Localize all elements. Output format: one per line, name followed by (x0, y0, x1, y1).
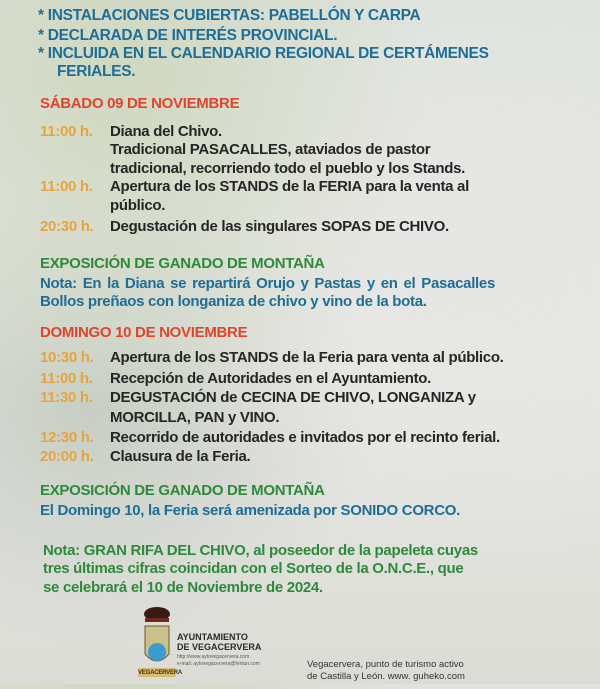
event-time: 20:00 h. (40, 448, 94, 465)
event-text: tradicional, recorriendo todo el pueblo y los Stands. (110, 160, 465, 177)
event-time: 12:30 h. (40, 429, 94, 446)
event-text: Recepción de Autoridades en el Ayuntamiento. (110, 370, 432, 387)
feature-item: FERIALES. (57, 63, 136, 80)
raffle-note: se celebrará el 10 de Noviembre de 2024. (43, 579, 323, 596)
event-text: Apertura de los STANDS de la FERIA para la venta al (110, 178, 469, 195)
event-text: Clausura de la Feria. (110, 448, 251, 465)
event-time: 11:00 h. (40, 178, 93, 195)
event-text: DEGUSTACIÓN de CECINA DE CHIVO, LONGANIZA y (110, 389, 476, 406)
email-link[interactable]: e-mail: aytovegacervera@fenlun.com (177, 661, 260, 667)
website-link[interactable]: http://www.aytovegacervera.com (177, 654, 250, 660)
music-note: El Domingo 10, la Feria será amenizada por SONIDO CORCO. (40, 502, 460, 519)
saturday-heading: SÁBADO 09 DE NOVIEMBRE (40, 95, 240, 112)
event-text: público. (110, 197, 166, 214)
saturday-note: Nota: En la Diana se repartirá Orujo y Pastas y en el Pasacalles (40, 275, 496, 292)
event-text: Degustación de las singulares SOPAS DE CHIVO. (110, 218, 449, 235)
org-name: DE VEGACERVERA (177, 642, 262, 652)
raffle-note: tres últimas cifras coincidan con el Sorteo de la O.N.C.E., que (43, 560, 464, 577)
logo-banner: VEGACERVERA (138, 670, 183, 676)
saturday-note: Bollos preñaos con longaniza de chivo y vino de la bota. (40, 293, 427, 310)
event-text: Diana del Chivo. (110, 123, 222, 140)
tagline: de Castilla y León. www. guheko.com (307, 671, 465, 682)
feature-item: * INCLUIDA EN EL CALENDARIO REGIONAL DE CERTÁMENES (38, 45, 489, 62)
event-time: 11:00 h. (40, 123, 93, 140)
sunday-heading: DOMINGO 10 DE NOVIEMBRE (40, 324, 248, 341)
exhibition-heading: EXPOSICIÓN DE GANADO DE MONTAÑA (40, 255, 325, 272)
event-time: 20:30 h. (40, 218, 94, 235)
org-name: AYUNTAMIENTO (177, 632, 248, 642)
event-text: Tradicional PASACALLES, ataviados de pastor (110, 141, 431, 158)
raffle-note: Nota: GRAN RIFA DEL CHIVO, al poseedor de la papeleta cuyas (43, 542, 478, 559)
event-text: Apertura de los STANDS de la Feria para venta al público. (110, 349, 504, 366)
event-time: 10:30 h. (40, 349, 94, 366)
event-time: 11:00 h. (40, 370, 93, 387)
feature-item: * INSTALACIONES CUBIERTAS: PABELLÓN Y CARPA (38, 7, 421, 24)
feature-item: * DECLARADA DE INTERÉS PROVINCIAL. (38, 27, 338, 44)
tagline: Vegacervera, punto de turismo activo (307, 659, 464, 670)
event-text: Recorrido de autoridades e invitados por el recinto ferial. (110, 429, 500, 446)
exhibition-heading: EXPOSICIÓN DE GANADO DE MONTAÑA (40, 482, 325, 499)
event-time: 11:30 h. (40, 389, 93, 406)
event-text: MORCILLA, PAN y VINO. (110, 409, 280, 426)
